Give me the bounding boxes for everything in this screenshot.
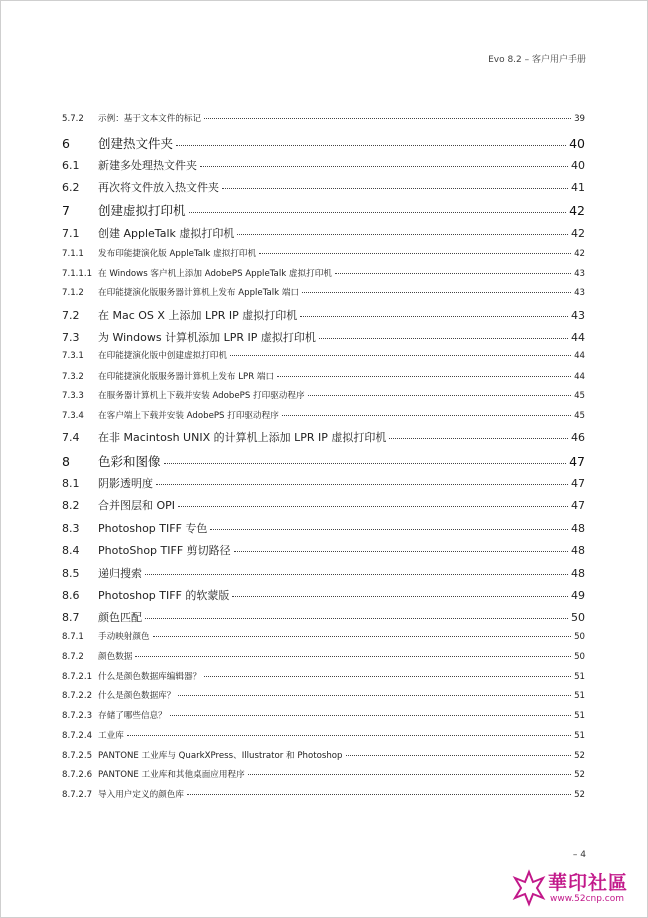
toc-entry-title: 创建热文件夹 [98, 136, 174, 151]
toc-entry[interactable] [62, 201, 585, 219]
toc-entry-page: 52 [574, 790, 585, 800]
toc-entry-page: 48 [571, 544, 585, 557]
toc-dot-leader [170, 715, 571, 716]
toc-entry-number: 7.1 [62, 227, 80, 240]
toc-entry-page: 43 [574, 269, 585, 279]
toc-dot-leader [346, 755, 572, 756]
page-number: – 4 [572, 850, 586, 860]
toc-entry-number: 8.7.2.2 [62, 691, 93, 701]
toc-entry[interactable] [62, 768, 585, 780]
toc-entry-page: 40 [571, 159, 585, 172]
toc-entry-title: 什么是颜色数据库编辑器？ [98, 672, 202, 682]
toc-dot-leader [178, 506, 568, 507]
toc-entry[interactable] [62, 370, 585, 382]
toc-entry-number: 8.1 [62, 477, 80, 490]
toc-entry[interactable] [62, 729, 585, 741]
toc-entry-page: 48 [571, 522, 585, 535]
toc-entry-number: 8.7.1 [62, 632, 84, 642]
toc-dot-leader [153, 636, 571, 637]
toc-entry-page: 51 [574, 672, 585, 682]
toc-entry-page: 50 [574, 632, 585, 642]
toc-entry-title: 新建多处理热文件夹 [98, 159, 197, 172]
toc-dot-leader [308, 395, 571, 396]
toc-entry[interactable] [62, 565, 585, 581]
toc-entry-title: 递归搜索 [98, 567, 142, 580]
toc-entry-page: 51 [574, 731, 585, 741]
toc-entry-page: 51 [574, 711, 585, 721]
toc-dot-leader [178, 695, 571, 696]
toc-entry[interactable] [62, 267, 585, 279]
toc-entry[interactable] [62, 389, 585, 401]
toc-dot-leader [176, 145, 566, 146]
toc-entry-page: 40 [569, 136, 585, 151]
toc-entry-title: PANTONE 工业库和其他桌面应用程序 [98, 770, 245, 780]
toc-entry-page: 48 [571, 567, 585, 580]
toc-entry-page: 41 [571, 181, 585, 194]
toc-dot-leader [204, 676, 571, 677]
toc-dot-leader [210, 529, 568, 530]
toc-entry-number: 8.7.2.3 [62, 711, 93, 721]
toc-dot-leader [230, 355, 571, 356]
toc-entry[interactable] [62, 542, 585, 558]
toc-dot-leader [135, 656, 571, 657]
toc-entry-number: 7.3.3 [62, 391, 84, 401]
toc-entry-number: 8.7.2.6 [62, 770, 93, 780]
toc-entry-title: 手动映射颜色 [98, 632, 150, 642]
toc-entry-title: 在 Mac OS X 上添加 LPR IP 虚拟打印机 [98, 309, 298, 322]
toc-entry[interactable] [62, 409, 585, 421]
watermark-site-name: 華印社區 [548, 872, 629, 894]
toc-entry-title: 在印能捷演化版服务器计算机上发布 LPR 端口 [98, 372, 275, 382]
toc-dot-leader [189, 212, 567, 213]
toc-entry-title: 再次将文件放入热文件夹 [98, 181, 219, 194]
toc-entry-number: 8.7 [62, 611, 80, 624]
toc-entry[interactable] [62, 452, 585, 470]
toc-entry-title: 导入用户定义的颜色库 [98, 790, 184, 800]
toc-dot-leader [145, 574, 568, 575]
toc-entry[interactable] [62, 650, 585, 662]
toc-entry-number: 8.7.2 [62, 652, 84, 662]
toc-entry[interactable] [62, 112, 585, 124]
toc-entry-page: 51 [574, 691, 585, 701]
toc-dot-leader [164, 463, 567, 464]
toc-dot-leader [200, 166, 568, 167]
toc-dot-leader [232, 596, 568, 597]
toc-entry-title: 在印能捷演化版服务器计算机上发布 AppleTalk 端口 [98, 288, 300, 298]
toc-entry-number: 7.1.1.1 [62, 269, 93, 279]
toc-entry-number: 7.4 [62, 431, 80, 444]
toc-dot-leader [302, 292, 571, 293]
toc-entry-number: 8.5 [62, 567, 80, 580]
toc-entry-title: 在 Windows 客户机上添加 AdobePS AppleTalk 虚拟打印机 [98, 269, 332, 279]
toc-entry-title: 什么是颜色数据库？ [98, 691, 176, 701]
toc-entry[interactable] [62, 225, 585, 241]
toc-entry-page: 42 [571, 227, 585, 240]
toc-entry-title: Photoshop TIFF 的软蒙版 [98, 589, 230, 602]
toc-entry[interactable] [62, 670, 585, 682]
toc-entry-title: 为 Windows 计算机添加 LPR IP 虚拟打印机 [98, 331, 316, 344]
toc-entry[interactable] [62, 329, 585, 345]
toc-entry[interactable] [62, 349, 585, 361]
toc-entry-title: 阴影透明度 [98, 477, 153, 490]
toc-entry-title: 在服务器计算机上下载并安装 AdobePS 打印驱动程序 [98, 391, 305, 401]
toc-entry-number: 7 [62, 203, 70, 218]
toc-entry-title: 合并图层和 OPI [98, 499, 176, 512]
toc-entry-page: 39 [574, 114, 585, 124]
toc-dot-leader [248, 774, 571, 775]
toc-entry[interactable] [62, 286, 585, 298]
toc-entry-number: 8.3 [62, 522, 80, 535]
running-header: Evo 8.2 – 客户用户手册 [488, 55, 586, 65]
toc-entry-page: 42 [574, 249, 585, 259]
toc-dot-leader [222, 188, 568, 189]
toc-dot-leader [204, 118, 571, 119]
toc-entry-title: 色彩和图像 [98, 454, 161, 469]
toc-entry-page: 47 [569, 454, 585, 469]
toc-entry[interactable] [62, 689, 585, 701]
toc-entry[interactable] [62, 179, 585, 195]
toc-entry-page: 50 [571, 611, 585, 624]
toc-entry-page: 47 [571, 499, 585, 512]
toc-entry-number: 8 [62, 454, 70, 469]
toc-entry[interactable] [62, 157, 585, 173]
toc-dot-leader [234, 551, 568, 552]
toc-entry-title: 颜色数据 [98, 652, 133, 662]
toc-entry-number: 7.3 [62, 331, 80, 344]
toc-dot-leader [282, 415, 571, 416]
toc-entry[interactable] [62, 497, 585, 513]
toc-entry[interactable] [62, 587, 585, 603]
toc-entry-page: 45 [574, 391, 585, 401]
toc-entry[interactable] [62, 609, 585, 625]
toc-entry-number: 7.1.1 [62, 249, 84, 259]
toc-entry-number: 8.7.2.7 [62, 790, 93, 800]
toc-entry-page: 42 [569, 203, 585, 218]
toc-dot-leader [319, 338, 568, 339]
toc-entry-page: 44 [574, 351, 585, 361]
watermark [510, 866, 640, 912]
toc-entry-number: 6.1 [62, 159, 80, 172]
toc-entry-title: 发布印能捷演化版 AppleTalk 虚拟打印机 [98, 249, 257, 259]
toc-dot-leader [145, 618, 568, 619]
toc-dot-leader [156, 484, 568, 485]
toc-entry-title: 创建虚拟打印机 [98, 203, 186, 218]
toc-dot-leader [187, 794, 571, 795]
toc-dot-leader [300, 316, 568, 317]
toc-entry-number: 5.7.2 [62, 114, 84, 124]
toc-entry-page: 50 [574, 652, 585, 662]
toc-entry[interactable] [62, 630, 585, 642]
toc-entry-number: 8.6 [62, 589, 80, 602]
toc-dot-leader [389, 438, 568, 439]
toc-entry-number: 7.3.2 [62, 372, 84, 382]
watermark-logo-icon [512, 868, 546, 908]
toc-entry-number: 8.7.2.5 [62, 751, 93, 761]
toc-dot-leader [335, 273, 571, 274]
toc-dot-leader [127, 735, 571, 736]
watermark-url: www.52cnp.com [550, 894, 625, 904]
toc-entry-number: 7.1.2 [62, 288, 84, 298]
toc-entry-number: 7.3.1 [62, 351, 84, 361]
toc-entry[interactable] [62, 709, 585, 721]
toc-entry[interactable] [62, 247, 585, 259]
toc-entry-number: 8.2 [62, 499, 80, 512]
toc-entry[interactable] [62, 749, 585, 761]
toc-entry-number: 7.3.4 [62, 411, 84, 421]
toc-entry[interactable] [62, 788, 585, 800]
toc-dot-leader [277, 376, 571, 377]
toc-entry[interactable] [62, 307, 585, 323]
toc-entry-page: 52 [574, 751, 585, 761]
toc-entry-page: 43 [574, 288, 585, 298]
toc-entry-title: 工业库 [98, 731, 124, 741]
toc-entry-title: 示例：基于文本文件的标记 [98, 114, 202, 124]
toc-entry[interactable] [62, 475, 585, 491]
toc-dot-leader [237, 234, 568, 235]
toc-entry-page: 44 [574, 372, 585, 382]
toc-entry-title: PhotoShop TIFF 剪切路径 [98, 544, 231, 557]
toc-entry-number: 8.7.2.1 [62, 672, 93, 682]
toc-entry-number: 7.2 [62, 309, 80, 322]
toc-entry-number: 8.4 [62, 544, 80, 557]
toc-entry-page: 47 [571, 477, 585, 490]
toc-entry-title: 颜色匹配 [98, 611, 142, 624]
toc-entry-title: Photoshop TIFF 专色 [98, 522, 208, 535]
toc-entry-page: 49 [571, 589, 585, 602]
toc-entry-page: 52 [574, 770, 585, 780]
toc-entry-title: 在客户端上下载并安装 AdobePS 打印驱动程序 [98, 411, 279, 421]
toc-entry[interactable] [62, 520, 585, 536]
toc-entry-title: 创建 AppleTalk 虚拟打印机 [98, 227, 235, 240]
toc-entry[interactable] [62, 134, 585, 152]
toc-entry-title: 在非 Macintosh UNIX 的计算机上添加 LPR IP 虚拟打印机 [98, 431, 387, 444]
toc-entry-page: 46 [571, 431, 585, 444]
toc-entry-page: 43 [571, 309, 585, 322]
toc-entry[interactable] [62, 429, 585, 445]
toc-entry-number: 6 [62, 136, 70, 151]
toc-entry-number: 8.7.2.4 [62, 731, 93, 741]
toc-entry-page: 44 [571, 331, 585, 344]
toc-entry-title: PANTONE 工业库与 QuarkXPress、Illustrator 和 Photoshop [98, 751, 343, 761]
toc-dot-leader [259, 253, 571, 254]
toc-entry-title: 在印能捷演化版中创建虚拟打印机 [98, 351, 227, 361]
toc-entry-page: 45 [574, 411, 585, 421]
toc-entry-title: 存储了哪些信息？ [98, 711, 167, 721]
toc-entry-number: 6.2 [62, 181, 80, 194]
